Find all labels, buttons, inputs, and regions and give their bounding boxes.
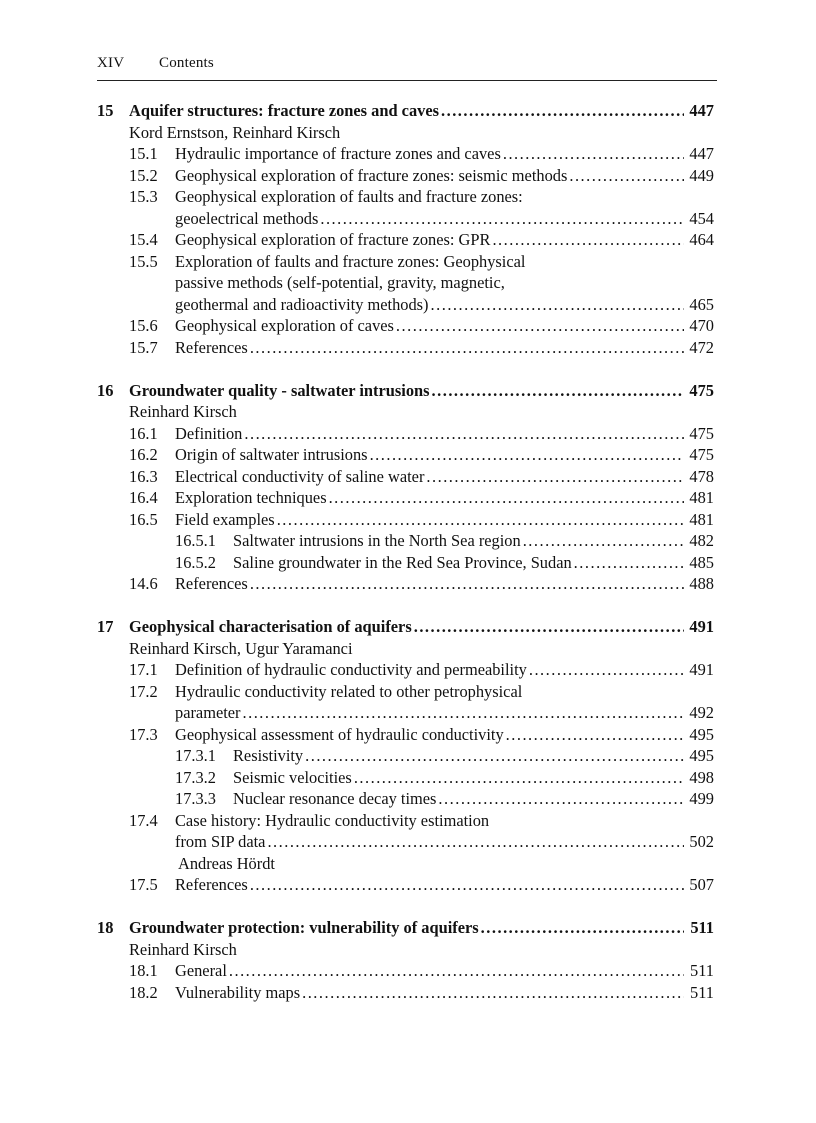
section-number: 17.2 <box>129 681 158 701</box>
section-entry[interactable] <box>97 681 714 703</box>
leader-dots <box>370 444 684 466</box>
leader-dots <box>302 982 684 1004</box>
chapter-page: 491 <box>689 617 714 636</box>
leader-dots <box>569 165 684 187</box>
section-page: 472 <box>689 337 714 357</box>
subsection-page: 482 <box>689 531 714 550</box>
leader-dots <box>432 380 684 402</box>
section-entry[interactable] <box>97 702 714 724</box>
section-page: 492 <box>689 703 714 722</box>
section-number: 16.3 <box>129 466 158 486</box>
section-page: 478 <box>689 466 714 486</box>
chapter-title: Geophysical characterisation of aquifers <box>129 617 412 636</box>
chapter-entry <box>97 616 714 896</box>
section-entry[interactable] <box>97 208 714 230</box>
leader-dots <box>229 960 684 982</box>
section-title: Case history: Hydraulic conductivity estimation <box>175 810 490 830</box>
section-number: 14.6 <box>129 574 158 593</box>
section-title: Field examples <box>175 509 275 529</box>
chapter-number: 17 <box>97 617 114 636</box>
chapter-title: Aquifer structures: fracture zones and caves <box>129 101 440 120</box>
section-page: 475 <box>689 423 714 443</box>
subsection-number: 16.5.1 <box>175 531 216 550</box>
section-title: Exploration techniques <box>175 488 327 507</box>
leader-dots <box>503 143 684 165</box>
section-entry[interactable] <box>97 337 714 359</box>
section-title: References <box>175 574 248 593</box>
section-entry[interactable] <box>97 165 714 187</box>
section-number: 18.1 <box>129 961 158 980</box>
subsection-entry[interactable] <box>97 530 714 552</box>
section-title: Electrical conductivity of saline water <box>175 466 425 486</box>
chapter-entry <box>97 917 714 1003</box>
section-title: Geophysical exploration of caves <box>175 316 394 335</box>
section-number: 16.1 <box>129 423 158 443</box>
section-author-text: Andreas Hördt <box>178 853 275 873</box>
section-entry[interactable] <box>97 960 714 982</box>
section-page: 475 <box>689 445 714 464</box>
subsection-number: 17.3.1 <box>175 746 216 765</box>
section-number: 15.6 <box>129 316 158 335</box>
section-page: 491 <box>689 660 714 679</box>
section-entry[interactable] <box>97 724 714 746</box>
section-number: 16.4 <box>129 488 158 507</box>
section-number: 17.1 <box>129 660 158 679</box>
section-entry[interactable] <box>97 874 714 896</box>
section-page: 481 <box>689 509 714 529</box>
subsection-page: 485 <box>689 552 714 572</box>
leader-dots <box>529 659 684 681</box>
section-number: 15.5 <box>129 251 158 271</box>
leader-dots <box>426 466 684 488</box>
authors-text: Kord Ernstson, Reinhard Kirsch <box>129 122 341 142</box>
authors-text: Reinhard Kirsch, Ugur Yaramanci <box>129 638 353 658</box>
subsection-page: 495 <box>689 746 714 765</box>
subsection-number: 17.3.2 <box>175 767 216 787</box>
leader-dots <box>250 337 684 359</box>
leader-dots <box>414 616 684 638</box>
leader-dots <box>431 294 684 316</box>
chapter-heading[interactable] <box>97 917 714 939</box>
header-rule <box>97 80 717 81</box>
section-number: 15.4 <box>129 230 158 249</box>
section-number: 15.1 <box>129 144 158 163</box>
chapter-page: 475 <box>689 380 714 400</box>
section-title: General <box>175 961 227 980</box>
section-number: 17.4 <box>129 810 158 830</box>
section-number: 15.3 <box>129 187 158 206</box>
section-title: Geophysical exploration of fracture zones: seismic methods <box>175 165 568 185</box>
subsection-title: Saltwater intrusions in the North Sea region <box>233 531 521 550</box>
leader-dots <box>244 423 684 445</box>
chapter-authors <box>97 638 714 660</box>
subsection-title: Saline groundwater in the Red Sea Province, Sudan <box>233 552 572 572</box>
section-number: 15.7 <box>129 337 158 357</box>
subsection-entry[interactable] <box>97 788 714 810</box>
leader-dots <box>481 917 684 939</box>
section-entry[interactable] <box>97 487 714 509</box>
leader-dots <box>250 573 684 595</box>
section-page: 464 <box>689 230 714 249</box>
section-title: Exploration of faults and fracture zones: Geophysical <box>175 251 526 271</box>
section-number: 18.2 <box>129 982 158 1002</box>
chapter-title: Groundwater quality - saltwater intrusions <box>129 380 430 400</box>
section-page: 447 <box>689 144 714 163</box>
chapter-heading[interactable] <box>97 100 714 122</box>
subsection-number: 17.3.3 <box>175 789 216 808</box>
section-title: Definition <box>175 423 243 443</box>
section-page: 454 <box>689 208 714 228</box>
section-page: 470 <box>689 316 714 335</box>
section-title: Origin of saltwater intrusions <box>175 445 368 464</box>
authors-text: Reinhard Kirsch <box>129 402 237 421</box>
leader-dots <box>305 745 684 767</box>
table-of-contents <box>97 100 714 1025</box>
section-page: 502 <box>689 832 714 851</box>
leader-dots <box>492 229 684 251</box>
chapter-authors <box>97 401 714 423</box>
leader-dots <box>396 315 684 337</box>
chapter-authors <box>97 122 714 144</box>
section-entry[interactable] <box>97 831 714 853</box>
section-title: geothermal and radioactivity methods) <box>175 294 429 314</box>
section-entry[interactable] <box>97 444 714 466</box>
section-page: 449 <box>689 165 714 185</box>
section-page: 488 <box>689 574 714 593</box>
chapter-page: 511 <box>690 918 714 937</box>
chapter-number: 18 <box>97 918 114 937</box>
header-running-title: Contents <box>159 55 214 71</box>
subsection-title: Nuclear resonance decay times <box>233 789 437 808</box>
chapter-heading[interactable] <box>97 380 714 402</box>
chapter-entry <box>97 380 714 595</box>
subsection-title: Seismic velocities <box>233 767 352 787</box>
section-page: 511 <box>690 982 714 1002</box>
section-number: 17.3 <box>129 724 158 744</box>
subsection-entry[interactable] <box>97 745 714 767</box>
section-entry[interactable] <box>97 229 714 251</box>
section-entry[interactable] <box>97 143 714 165</box>
section-page: 495 <box>689 724 714 744</box>
leader-dots <box>438 788 684 810</box>
section-entry[interactable] <box>97 573 714 595</box>
leader-dots <box>320 208 684 230</box>
subsection-page: 498 <box>689 767 714 787</box>
chapter-title: Groundwater protection: vulnerability of aquifers <box>129 918 479 937</box>
subsection-page: 499 <box>689 789 714 808</box>
section-entry[interactable] <box>97 315 714 337</box>
section-entry[interactable] <box>97 294 714 316</box>
section-title: geoelectrical methods <box>175 208 319 228</box>
section-number: 17.5 <box>129 875 158 894</box>
section-number: 15.2 <box>129 165 158 185</box>
section-title: Hydraulic conductivity related to other petrophysical <box>175 681 523 701</box>
chapter-heading[interactable] <box>97 616 714 638</box>
section-title: Hydraulic importance of fracture zones and caves <box>175 144 501 163</box>
subsection-entry[interactable] <box>97 767 714 789</box>
section-title: parameter <box>175 703 241 722</box>
section-entry[interactable] <box>97 186 714 208</box>
section-entry[interactable] <box>97 272 714 294</box>
running-header <box>97 55 717 77</box>
leader-dots <box>574 552 684 574</box>
leader-dots <box>329 487 684 509</box>
section-entry[interactable] <box>97 659 714 681</box>
leader-dots <box>506 724 684 746</box>
subsection-number: 16.5.2 <box>175 552 216 572</box>
section-number: 16.2 <box>129 445 158 464</box>
leader-dots <box>243 702 684 724</box>
subsection-entry[interactable] <box>97 552 714 574</box>
header-page-number: XIV <box>97 55 125 71</box>
section-page: 465 <box>689 294 714 314</box>
authors-text: Reinhard Kirsch <box>129 939 237 959</box>
chapter-number: 16 <box>97 380 114 400</box>
chapter-page: 447 <box>689 101 714 120</box>
section-entry[interactable] <box>97 423 714 445</box>
chapter-entry <box>97 100 714 358</box>
section-title: Geophysical exploration of fracture zones: GPR <box>175 230 491 249</box>
section-page: 507 <box>689 875 714 894</box>
leader-dots <box>250 874 684 896</box>
section-number: 16.5 <box>129 509 158 529</box>
section-title: Vulnerability maps <box>175 982 301 1002</box>
section-entry[interactable] <box>97 982 714 1004</box>
section-author <box>97 853 714 875</box>
section-entry[interactable] <box>97 509 714 531</box>
section-page: 511 <box>690 961 714 980</box>
section-page: 481 <box>689 488 714 507</box>
section-title: Geophysical assessment of hydraulic conductivity <box>175 724 504 744</box>
leader-dots <box>267 831 684 853</box>
chapter-authors <box>97 939 714 961</box>
leader-dots <box>523 530 684 552</box>
section-title: Definition of hydraulic conductivity and permeability <box>175 660 527 679</box>
section-entry[interactable] <box>97 251 714 273</box>
section-entry[interactable] <box>97 810 714 832</box>
leader-dots <box>354 767 684 789</box>
leader-dots <box>277 509 684 531</box>
section-title: References <box>175 875 248 894</box>
subsection-title: Resistivity <box>233 746 304 765</box>
section-title: Geophysical exploration of faults and fracture zones: <box>175 187 523 206</box>
section-title: from SIP data <box>175 832 266 851</box>
section-title: passive methods (self-potential, gravity, magnetic, <box>175 273 505 292</box>
chapter-number: 15 <box>97 101 114 120</box>
section-entry[interactable] <box>97 466 714 488</box>
section-title: References <box>175 337 248 357</box>
leader-dots <box>441 100 684 122</box>
